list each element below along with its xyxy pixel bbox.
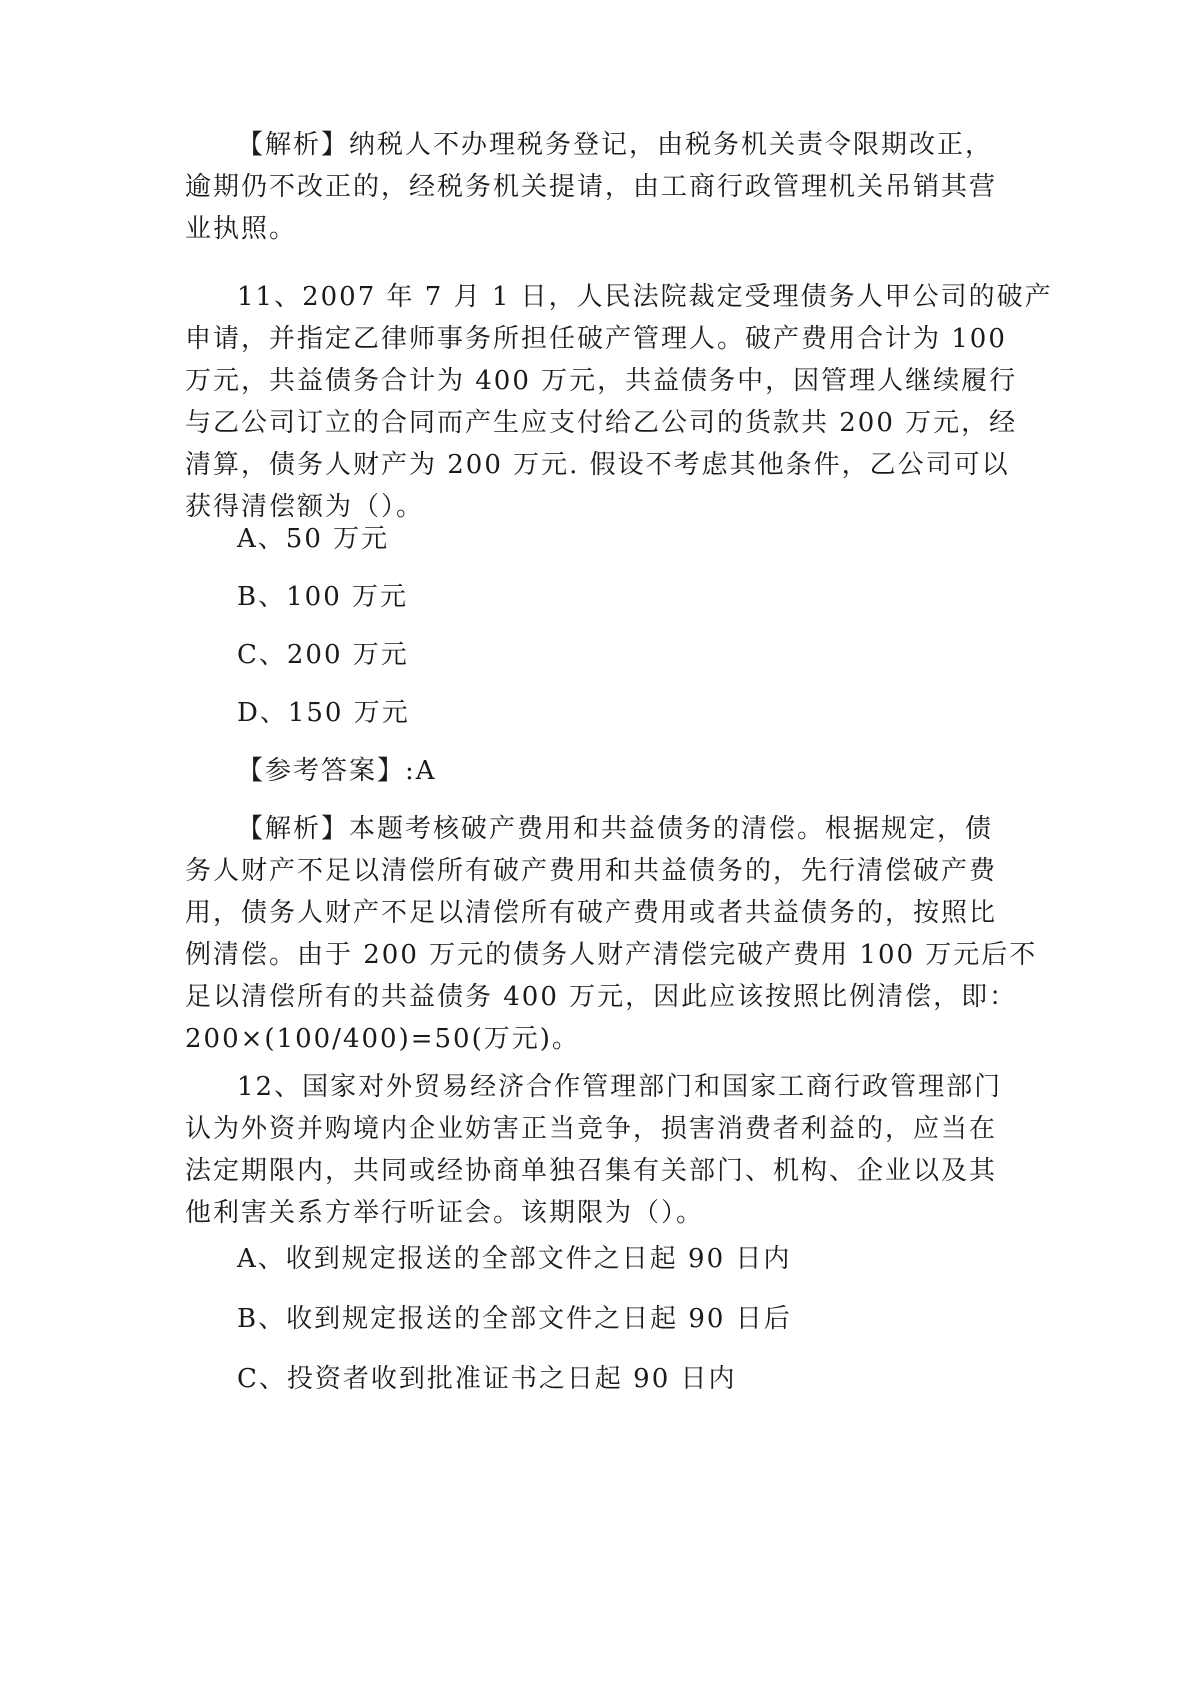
q12-option-a	[185, 1238, 1000, 1280]
q11-stem-line: 清算，债务人财产为 200 万元. 假设不考虑其他条件，乙公司可以	[185, 450, 1010, 480]
q11-explanation-line: 足以清偿所有的共益债务 400 万元，因此应该按照比例清偿，即：	[185, 982, 1018, 1012]
q11-explanation	[185, 808, 1038, 1060]
q12-stem-line: 12、国家对外贸易经济合作管理部门和国家工商行政管理部门	[237, 1072, 1003, 1102]
option-text: C、200 万元	[237, 640, 409, 670]
q11-stem-line: 万元，共益债务合计为 400 万元，共益债务中，因管理人继续履行	[185, 366, 1018, 396]
q11-stem-line: 申请，并指定乙律师事务所担任破产管理人。破产费用合计为 100	[185, 324, 1007, 354]
q10-explanation-line: 【解析】纳税人不办理税务登记，由税务机关责令限期改正，	[237, 130, 994, 160]
q11-explanation-line: 200×(100/400)=50(万元)。	[185, 1024, 580, 1054]
q10-explanation-line: 逾期仍不改正的，经税务机关提请，由工商行政管理机关吊销其营	[185, 172, 998, 202]
option-text: A、收到规定报送的全部文件之日起 90 日内	[237, 1244, 792, 1274]
option-text: A、50 万元	[237, 524, 390, 554]
q11-stem	[185, 276, 1053, 528]
answer-text: 【参考答案】:A	[237, 756, 437, 786]
option-text: B、100 万元	[237, 582, 408, 612]
q12-stem-line: 法定期限内，共同或经协商单独召集有关部门、机构、企业以及其	[185, 1156, 998, 1186]
option-text: D、150 万元	[237, 698, 410, 728]
q10-explanation	[185, 124, 1000, 250]
q12-stem-line: 他利害关系方举行听证会。该期限为（）。	[185, 1198, 705, 1228]
q12-stem	[185, 1066, 1003, 1234]
q11-option-b	[185, 576, 1000, 618]
q10-explanation-line: 业执照。	[185, 214, 298, 244]
q11-option-a	[185, 518, 1000, 560]
option-text: B、收到规定报送的全部文件之日起 90 日后	[237, 1304, 792, 1334]
q11-stem-line: 获得清偿额为（）。	[185, 492, 425, 522]
q12-option-c	[185, 1358, 1000, 1400]
q11-explanation-line: 用，债务人财产不足以清偿所有破产费用或者共益债务的，按照比	[185, 898, 998, 928]
q12-stem-line: 认为外资并购境内企业妨害正当竞争，损害消费者利益的，应当在	[185, 1114, 998, 1144]
q11-explanation-line: 【解析】本题考核破产费用和共益债务的清偿。根据规定，债	[237, 814, 994, 844]
q11-option-c	[185, 634, 1000, 676]
q11-stem-line: 与乙公司订立的合同而产生应支付给乙公司的货款共 200 万元，经	[185, 408, 1018, 438]
q11-answer	[185, 750, 1000, 792]
q11-explanation-line: 务人财产不足以清偿所有破产费用和共益债务的，先行清偿破产费	[185, 856, 998, 886]
q12-option-b	[185, 1298, 1000, 1340]
option-text: C、投资者收到批准证书之日起 90 日内	[237, 1364, 737, 1394]
q11-explanation-line: 例清偿。由于 200 万元的债务人财产清偿完破产费用 100 万元后不	[185, 940, 1038, 970]
q11-option-d	[185, 692, 1000, 734]
q11-stem-line: 11、2007 年 7 月 1 日，人民法院裁定受理债务人甲公司的破产	[237, 282, 1053, 312]
